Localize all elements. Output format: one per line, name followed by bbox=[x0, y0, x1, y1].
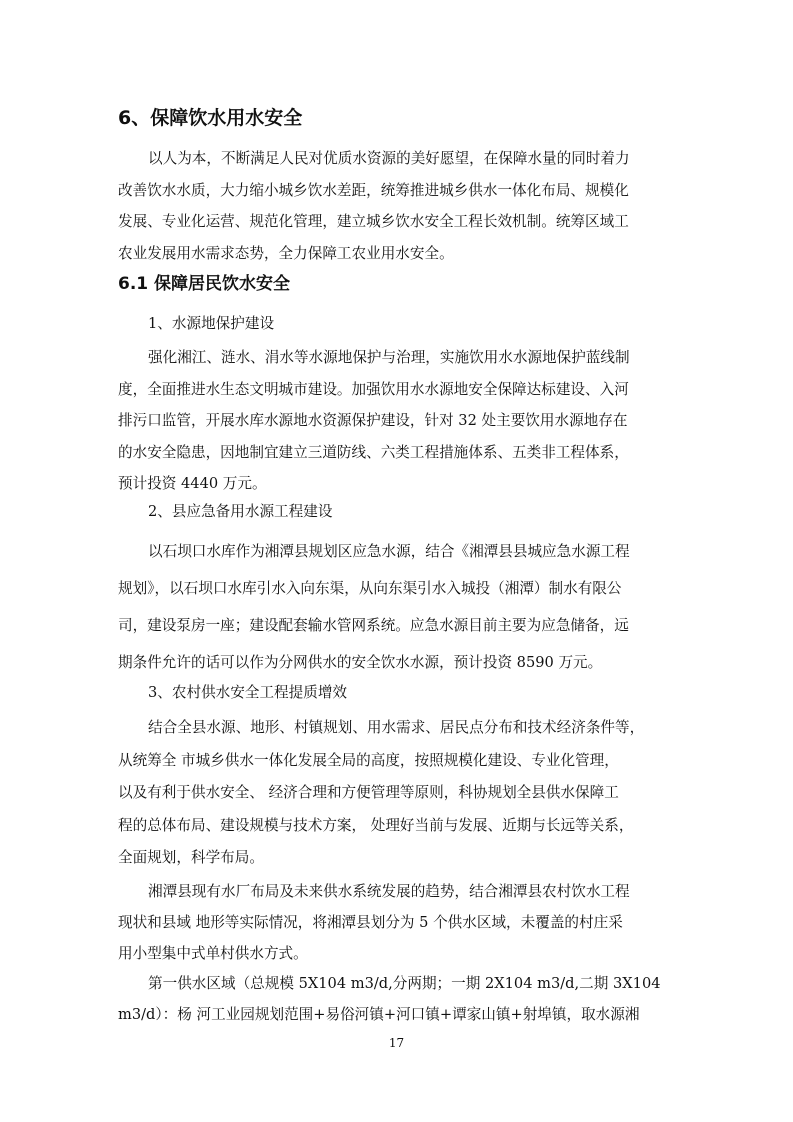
section-title: 6、保障饮水用水安全 bbox=[118, 107, 303, 129]
page-number: 17 bbox=[388, 1036, 405, 1050]
text-line: 期条件允许的话可以作为分网供水的安全饮水水源，预计投资 8590 万元。 bbox=[118, 654, 603, 671]
item-heading-1: 1、水源地保护建设 bbox=[148, 315, 275, 332]
text-line: 发展、专业化运营、规范化管理，建立城乡饮水安全工程长效机制。统筹区域工 bbox=[118, 213, 629, 230]
text-line: 结合全县水源、地形、村镇规划、用水需求、居民点分布和技术经济条件等， bbox=[148, 719, 645, 736]
text-line: 预计投资 4440 万元。 bbox=[118, 475, 267, 492]
text-line: 司，建设泵房一座；建设配套输水管网系统。应急水源目前主要为应急储备，远 bbox=[118, 617, 629, 634]
item-heading-2: 2、县应急备用水源工程建设 bbox=[148, 503, 333, 520]
text-line: 以及有利于供水安全、 经济合理和方便管理等原则，科协规划全县供水保障工 bbox=[118, 784, 619, 801]
text-line: m3/d）：杨 河工业园规划范围+易俗河镇+河口镇+谭家山镇+射埠镇，取水源湘 bbox=[118, 1006, 640, 1023]
subsection-title: 6.1 保障居民饮水安全 bbox=[118, 274, 291, 294]
text-line: 农业发展用水需求态势，全力保障工农业用水安全。 bbox=[118, 244, 454, 262]
text-line: 改善饮水水质，大力缩小城乡饮水差距，统筹推进城乡供水一体化布局、规模化 bbox=[118, 181, 629, 199]
text-line: 现状和县域 地形等实际情况，将湘潭县划分为 5 个供水区域，未覆盖的村庄采 bbox=[118, 914, 623, 931]
intro-paragraph bbox=[118, 143, 674, 269]
item-paragraph-3 bbox=[118, 712, 674, 875]
text-line: 以人为本，不断满足人民对优质水资源的美好愿望，在保障水量的同时着力 bbox=[148, 150, 630, 167]
item-paragraph-4 bbox=[118, 876, 674, 969]
item-paragraph-5 bbox=[118, 968, 674, 1030]
text-line: 程的总体布局、建设规模与技术方案， 处理好当前与发展、近期与长远等关系， bbox=[118, 816, 634, 834]
text-line: 湘潭县现有水厂布局及未来供水系统发展的趋势，结合湘潭县农村饮水工程 bbox=[148, 883, 630, 900]
item-paragraph-1 bbox=[118, 342, 674, 500]
text-line: 的水安全隐患，因地制宜建立三道防线、六类工程措施体系、五类非工程体系， bbox=[118, 443, 629, 461]
text-line: 从统筹全 市城乡供水一体化发展全局的高度，按照规模化建设、专业化管理， bbox=[118, 751, 619, 769]
text-line: 用小型集中式单村供水方式。 bbox=[118, 945, 308, 962]
item-heading-3: 3、农村供水安全工程提质增效 bbox=[148, 684, 348, 701]
text-line: 全面规划，科学布局。 bbox=[118, 849, 264, 866]
item-paragraph-2 bbox=[118, 533, 674, 681]
text-line: 第一供水区域（总规模 5X104 m3/d,分两期；一期 2X104 m3/d,二期 3X104 bbox=[148, 975, 661, 992]
text-line: 强化湘江、涟水、涓水等水源地保护与治理，实施饮用水水源地保护蓝线制 bbox=[148, 349, 630, 366]
text-line: 度，全面推进水生态文明城市建设。加强饮用水水源地安全保障达标建设、入河 bbox=[118, 380, 629, 398]
text-line: 排污口监管，开展水库水源地水资源保护建设，针对 32 处主要饮用水源地存在 bbox=[118, 412, 628, 429]
text-line: 以石坝口水库作为湘潭县规划区应急水源，结合《湘潭县县城应急水源工程 bbox=[148, 543, 630, 560]
text-line: 规划》，以石坝口水库引水入向东渠，从向东渠引水入城投（湘潭）制水有限公 bbox=[118, 580, 622, 597]
